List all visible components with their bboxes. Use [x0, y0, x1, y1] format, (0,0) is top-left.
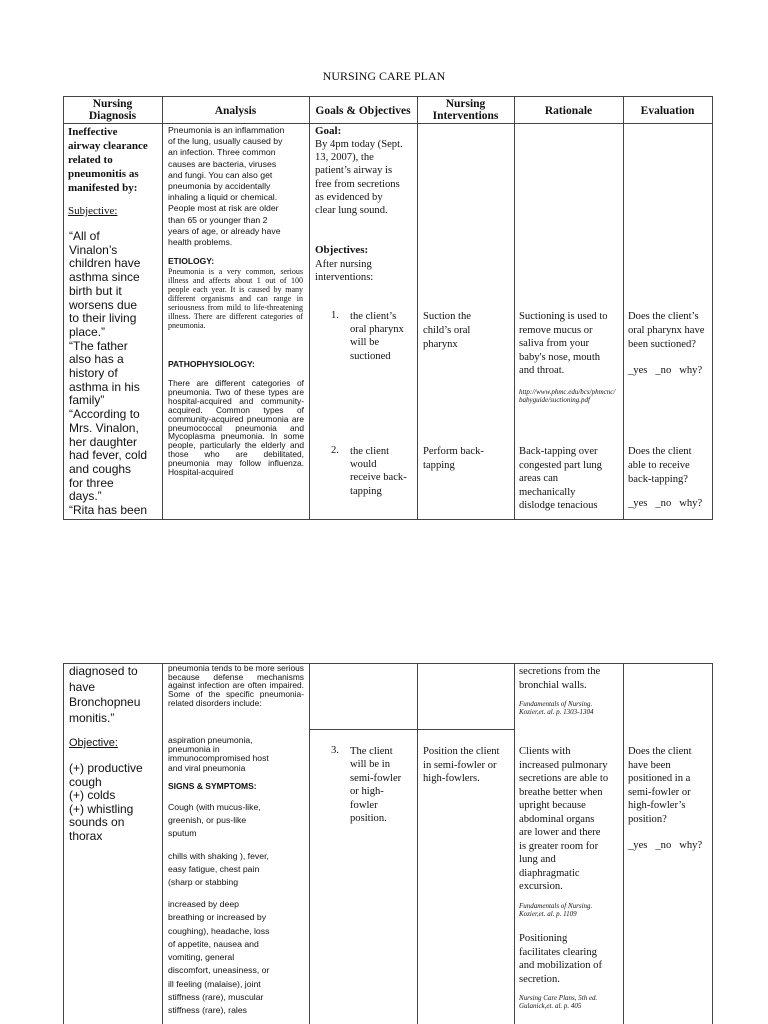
etiology-label: ETIOLOGY:	[168, 256, 215, 266]
rationale-continued: secretions from the bronchial walls.	[519, 666, 601, 691]
header-interventions: Nursing Interventions	[432, 98, 499, 122]
signs-symptoms-3: increased by deep breathing or increased by coughing), headache, loss of appetite, nausea and vomiting, general discomfort, uneasiness, or ill feeling (malaise), joint stiffness (rare), muscular stiffness (rare), rales	[168, 899, 270, 1016]
pathophysiology-label: PATHOPHYSIOLOGY:	[168, 359, 255, 369]
objective-3-number: 3.	[331, 745, 339, 756]
rationale-2: Back-tapping over congested part lung areas can mechanically dislodge tenacious	[519, 446, 602, 512]
rationale-1: Suctioning is used to remove mucus or saliva from your baby's nose, mouth and throat.	[519, 311, 608, 377]
analysis-intro: Pneumonia is an inflammation of the lung, usually caused by an infection. Three common causes are bacteria, viruses and fungi. You can also get pneumonia by accidentally inhaling a liquid or chemical. People most at risk are older than 65 or younger than 2 years of age, or already have health problems.	[168, 125, 285, 248]
goal-label: Goal:	[315, 125, 342, 137]
signs-symptoms-1: Cough (with mucus-like, greenish, or pus-like sputum	[168, 802, 261, 838]
rationale-1-reference: http://www.phmc.edu/bcs/phmcnc/ babyguide/suctioning.pdf	[519, 388, 616, 404]
diagnosis-continued: diagnosed to have Bronchopneu monitis.”	[69, 664, 141, 725]
objectives-label: Objectives:	[315, 244, 369, 256]
analysis-continued: pneumonia tends to be more serious because defense mechanisms against infection are often impaired. Some of the specific pneumonia-related disorders include:	[168, 663, 304, 708]
subjective-text: “All of Vinalon’s children have asthma since birth but it worsens due to their living place.” “The father also has a history of asthma in his family” “According to Mrs. Vinalon, her daughter had fever, cold and coughs for three days.” “Rita has been	[69, 229, 148, 518]
rationale-4: Positioning facilitates clearing and mobilization of secretion.	[519, 933, 602, 985]
rationale-reference-3: Nursing Care Plans, 5th ed. Gulanick,et. al. p. 405	[519, 994, 598, 1010]
objective-2-number: 2.	[331, 445, 339, 456]
objective-1-number: 1.	[331, 310, 339, 321]
objective-3-text: The client will be in semi-fowler or high- fowler position.	[350, 746, 402, 825]
header-evaluation: Evaluation	[640, 105, 695, 117]
header-rationale: Rationale	[544, 105, 593, 117]
evaluation-3-answers: _yes _no why?	[628, 840, 703, 851]
goal-text: By 4pm today (Sept. 13, 2007), the patient’s airway is free from secretions as evidenced by clear lung sound.	[315, 139, 403, 217]
intervention-2: Perform back- tapping	[423, 446, 484, 471]
signs-symptoms-label: SIGNS & SYMPTOMS:	[168, 781, 257, 791]
objective-1-text: the client’s oral pharynx will be suctioned	[350, 311, 404, 362]
etiology-text: Pneumonia is a very common, serious illness and affects about 1 out of 100 people each year. It is caused by many different organisms and can range in seriousness from mild to life-threatening illness. There are different categories of pneumonia.	[168, 267, 303, 330]
rationale-reference-1: Fundamentals of Nursing. Kozier,et. al. p. 1303-1304	[519, 700, 594, 716]
intervention-3: Position the client in semi-fowler or high-fowlers.	[423, 746, 500, 785]
objective-label: Objective:	[69, 737, 118, 749]
objective-text: (+) productive cough (+) colds (+) whistling sounds on thorax	[69, 761, 143, 843]
signs-symptoms-2: chills with shaking ), fever, easy fatigue, chest pain (sharp or stabbing	[168, 851, 269, 887]
objectives-text: After nursing interventions:	[315, 259, 374, 284]
pathophysiology-text: There are different categories of pneumonia. Two of these types are hospital-acquired and community-acquired. Common types of community-acquired pneumonia are pneumococcal pneumonia and Mycoplasma pneumonia. In some people, particularly the elderly and those who are debilitated, pneumonia may follow influenza. Hospital-acquired	[168, 378, 304, 478]
diagnosis-title: Ineffective airway clearance related to pneumonitis as manifested by:	[68, 126, 148, 194]
objective-2-text: the client would receive back- tapping	[350, 446, 407, 497]
evaluation-1: Does the client’s oral pharynx have been suctioned?	[628, 311, 705, 350]
evaluation-1-answers: _yes _no why?	[628, 365, 703, 376]
subjective-label: Subjective:	[68, 205, 118, 217]
evaluation-2: Does the client able to receive back-tapping?	[628, 446, 692, 485]
header-analysis: Analysis	[214, 105, 257, 117]
rationale-3: Clients with increased pulmonary secretions are able to breathe better when upright because abdominal organs are lower and there is greater room for lung and diaphragmatic excursion.	[519, 746, 609, 892]
intervention-1: Suction the child’s oral pharynx	[423, 311, 471, 350]
rationale-reference-2: Fundamentals of Nursing. Kozier,et. al. p. 1109	[519, 902, 593, 918]
analysis-disorder-list: aspiration pneumonia, pneumonia in immunocompromised host and viral pneumonia	[168, 735, 269, 773]
header-goals: Goals & Objectives	[315, 105, 411, 117]
page-title: NURSING CARE PLAN	[322, 69, 446, 83]
evaluation-2-answers: _yes _no why?	[628, 498, 703, 509]
header-diagnosis: Nursing Diagnosis	[88, 98, 137, 122]
evaluation-3: Does the client have been positioned in a semi-fowler or high-fowler’s position?	[628, 746, 692, 825]
